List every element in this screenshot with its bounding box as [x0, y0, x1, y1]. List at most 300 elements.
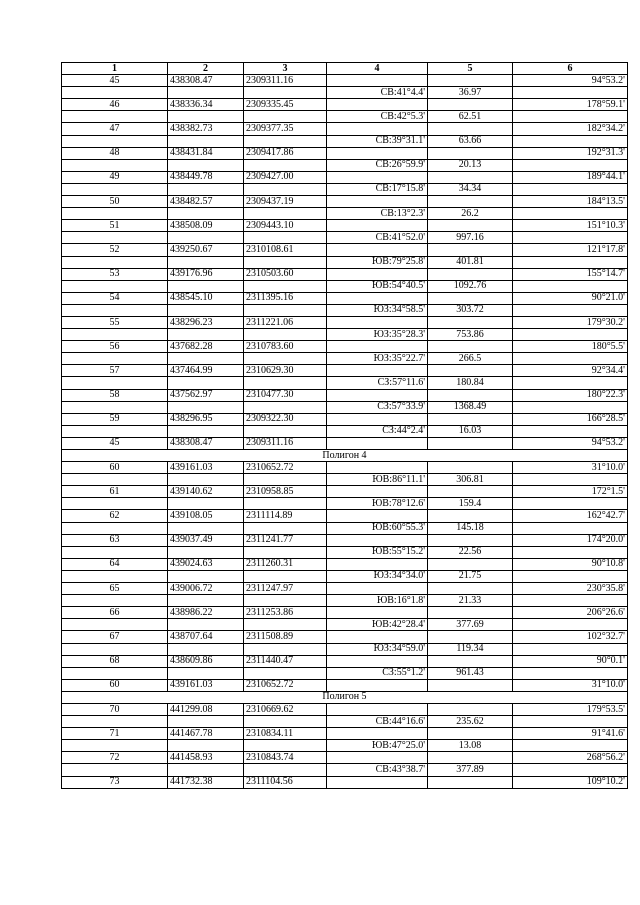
empty-cell: [513, 667, 628, 679]
x-coordinate: 441467.78: [168, 728, 244, 740]
y-coordinate: 2309335.45: [244, 99, 327, 111]
empty-cell: [327, 679, 428, 691]
segment-row: [62, 643, 628, 655]
empty-cell: [62, 425, 168, 437]
point-number: 70: [62, 703, 168, 715]
point-number: 72: [62, 752, 168, 764]
empty-cell: [62, 716, 168, 728]
x-coordinate: 439140.62: [168, 486, 244, 498]
y-coordinate: 2310108.61: [244, 244, 327, 256]
direction-angle: СЗ:57°11.6': [327, 377, 428, 389]
empty-cell: [244, 208, 327, 220]
inner-angle: 189°44.1': [513, 171, 628, 183]
point-row: [62, 268, 628, 280]
point-number: 73: [62, 776, 168, 788]
segment-row: [62, 377, 628, 389]
empty-cell: [244, 425, 327, 437]
segment-row: [62, 304, 628, 316]
empty-cell: [168, 280, 244, 292]
empty-cell: [513, 522, 628, 534]
direction-angle: ЮВ:16°1.8': [327, 595, 428, 607]
point-number: 55: [62, 316, 168, 328]
empty-cell: [244, 183, 327, 195]
x-coordinate: 439024.63: [168, 558, 244, 570]
segment-length: 16.03: [428, 425, 513, 437]
inner-angle: 230°35.8': [513, 583, 628, 595]
empty-cell: [168, 667, 244, 679]
empty-cell: [62, 208, 168, 220]
polygon-row: [62, 691, 628, 703]
empty-cell: [62, 256, 168, 268]
direction-angle: ЮВ:86°11.1': [327, 474, 428, 486]
empty-cell: [168, 401, 244, 413]
empty-cell: [62, 232, 168, 244]
segment-length: 63.66: [428, 135, 513, 147]
segment-row: [62, 546, 628, 558]
empty-cell: [244, 135, 327, 147]
header-row: [62, 63, 628, 75]
empty-cell: [327, 462, 428, 474]
segment-row: [62, 595, 628, 607]
point-number: 50: [62, 196, 168, 208]
empty-cell: [62, 329, 168, 341]
point-row: [62, 703, 628, 715]
empty-cell: [327, 99, 428, 111]
y-coordinate: 2311114.89: [244, 510, 327, 522]
point-number: 61: [62, 486, 168, 498]
y-coordinate: 2311508.89: [244, 631, 327, 643]
empty-cell: [513, 183, 628, 195]
point-number: 67: [62, 631, 168, 643]
empty-cell: [168, 474, 244, 486]
inner-angle: 174°20.0': [513, 534, 628, 546]
x-coordinate: 438508.09: [168, 220, 244, 232]
inner-angle: 90°0.1': [513, 655, 628, 667]
point-row: [62, 389, 628, 401]
y-coordinate: 2311395.16: [244, 292, 327, 304]
empty-cell: [513, 304, 628, 316]
empty-cell: [428, 462, 513, 474]
empty-cell: [62, 87, 168, 99]
inner-angle: 109°10.2': [513, 776, 628, 788]
point-number: 65: [62, 583, 168, 595]
empty-cell: [168, 570, 244, 582]
y-coordinate: 2310783.60: [244, 341, 327, 353]
point-number: 54: [62, 292, 168, 304]
segment-row: [62, 716, 628, 728]
point-number: 45: [62, 75, 168, 87]
y-coordinate: 2309311.16: [244, 437, 327, 449]
empty-cell: [244, 546, 327, 558]
point-number: 57: [62, 365, 168, 377]
point-number: 53: [62, 268, 168, 280]
empty-cell: [62, 183, 168, 195]
point-number: 64: [62, 558, 168, 570]
inner-angle: 94°53.2': [513, 75, 628, 87]
segment-row: [62, 353, 628, 365]
direction-angle: ЮВ:47°25.0': [327, 740, 428, 752]
segment-row: [62, 111, 628, 123]
x-coordinate: 439161.03: [168, 462, 244, 474]
direction-angle: СВ:39°31.1': [327, 135, 428, 147]
y-coordinate: 2311260.31: [244, 558, 327, 570]
segment-length: 1368.49: [428, 401, 513, 413]
point-row: [62, 583, 628, 595]
point-number: 48: [62, 147, 168, 159]
direction-angle: ЮВ:79°25.8': [327, 256, 428, 268]
inner-angle: 172°1.5': [513, 486, 628, 498]
y-coordinate: 2309311.16: [244, 75, 327, 87]
empty-cell: [513, 208, 628, 220]
empty-cell: [513, 546, 628, 558]
point-row: [62, 607, 628, 619]
direction-angle: ЮЗ:35°22.7': [327, 353, 428, 365]
empty-cell: [513, 425, 628, 437]
empty-cell: [513, 595, 628, 607]
empty-cell: [327, 316, 428, 328]
point-row: [62, 147, 628, 159]
point-row: [62, 123, 628, 135]
point-number: 45: [62, 437, 168, 449]
empty-cell: [244, 764, 327, 776]
point-row: [62, 413, 628, 425]
inner-angle: 184°13.5': [513, 196, 628, 208]
segment-row: [62, 522, 628, 534]
empty-cell: [513, 764, 628, 776]
segment-length: 21.75: [428, 570, 513, 582]
y-coordinate: 2311104.56: [244, 776, 327, 788]
direction-angle: ЮВ:55°15.2': [327, 546, 428, 558]
empty-cell: [513, 135, 628, 147]
empty-cell: [244, 570, 327, 582]
empty-cell: [168, 740, 244, 752]
empty-cell: [428, 244, 513, 256]
point-row: [62, 462, 628, 474]
direction-angle: ЮВ:54°40.5': [327, 280, 428, 292]
empty-cell: [513, 643, 628, 655]
direction-angle: СЗ:57°33.9': [327, 401, 428, 413]
direction-angle: СВ:42°5.3': [327, 111, 428, 123]
y-coordinate: 2309437.19: [244, 196, 327, 208]
segment-row: [62, 667, 628, 679]
x-coordinate: 439006.72: [168, 583, 244, 595]
x-coordinate: 438986.22: [168, 607, 244, 619]
empty-cell: [327, 147, 428, 159]
empty-cell: [244, 256, 327, 268]
segment-length: 377.89: [428, 764, 513, 776]
empty-cell: [244, 232, 327, 244]
empty-cell: [327, 341, 428, 353]
y-coordinate: 2310834.11: [244, 728, 327, 740]
empty-cell: [428, 728, 513, 740]
empty-cell: [327, 655, 428, 667]
empty-cell: [327, 123, 428, 135]
empty-cell: [168, 329, 244, 341]
direction-angle: СВ:43°38.7': [327, 764, 428, 776]
direction-angle: ЮЗ:35°28.3': [327, 329, 428, 341]
x-coordinate: 438609.86: [168, 655, 244, 667]
segment-length: 21.33: [428, 595, 513, 607]
empty-cell: [428, 534, 513, 546]
empty-cell: [428, 776, 513, 788]
x-coordinate: 438545.10: [168, 292, 244, 304]
point-number: 68: [62, 655, 168, 667]
empty-cell: [327, 583, 428, 595]
point-row: [62, 220, 628, 232]
header-col-5: 5: [428, 63, 513, 75]
segment-row: [62, 401, 628, 413]
segment-length: 1092.76: [428, 280, 513, 292]
segment-row: [62, 135, 628, 147]
empty-cell: [244, 595, 327, 607]
segment-length: 180.84: [428, 377, 513, 389]
empty-cell: [327, 728, 428, 740]
direction-angle: СЗ:44°2.4': [327, 425, 428, 437]
empty-cell: [62, 740, 168, 752]
empty-cell: [513, 159, 628, 171]
empty-cell: [168, 111, 244, 123]
segment-length: 401.81: [428, 256, 513, 268]
empty-cell: [428, 341, 513, 353]
empty-cell: [168, 595, 244, 607]
empty-cell: [168, 643, 244, 655]
empty-cell: [168, 716, 244, 728]
segment-length: 13.08: [428, 740, 513, 752]
y-coordinate: 2311241.77: [244, 534, 327, 546]
table-body: [62, 75, 628, 789]
empty-cell: [327, 776, 428, 788]
empty-cell: [428, 365, 513, 377]
x-coordinate: 438482.57: [168, 196, 244, 208]
x-coordinate: 439037.49: [168, 534, 244, 546]
y-coordinate: 2311221.06: [244, 316, 327, 328]
empty-cell: [327, 220, 428, 232]
header-col-1: 1: [62, 63, 168, 75]
x-coordinate: 438308.47: [168, 437, 244, 449]
y-coordinate: 2309377.35: [244, 123, 327, 135]
point-number: 71: [62, 728, 168, 740]
segment-row: [62, 764, 628, 776]
empty-cell: [168, 498, 244, 510]
point-number: 52: [62, 244, 168, 256]
inner-angle: 206°26.6': [513, 607, 628, 619]
y-coordinate: 2309417.86: [244, 147, 327, 159]
empty-cell: [327, 510, 428, 522]
segment-length: 235.62: [428, 716, 513, 728]
inner-angle: 155°14.7': [513, 268, 628, 280]
empty-cell: [168, 353, 244, 365]
header-col-2: 2: [168, 63, 244, 75]
empty-cell: [428, 486, 513, 498]
empty-cell: [244, 304, 327, 316]
direction-angle: СВ:44°16.6': [327, 716, 428, 728]
empty-cell: [327, 171, 428, 183]
inner-angle: 90°10.8': [513, 558, 628, 570]
direction-angle: ЮЗ:34°34.0': [327, 570, 428, 582]
empty-cell: [62, 159, 168, 171]
coordinates-table: [61, 62, 628, 789]
empty-cell: [428, 583, 513, 595]
empty-cell: [428, 655, 513, 667]
empty-cell: [168, 232, 244, 244]
empty-cell: [244, 667, 327, 679]
segment-row: [62, 425, 628, 437]
inner-angle: 31°10.0': [513, 462, 628, 474]
direction-angle: СВ:17°15.8': [327, 183, 428, 195]
y-coordinate: 2310669.62: [244, 703, 327, 715]
segment-length: 34.34: [428, 183, 513, 195]
direction-angle: СВ:41°4.4': [327, 87, 428, 99]
x-coordinate: 438431.84: [168, 147, 244, 159]
empty-cell: [513, 87, 628, 99]
empty-cell: [62, 111, 168, 123]
segment-length: 997.16: [428, 232, 513, 244]
inner-angle: 90°21.0': [513, 292, 628, 304]
empty-cell: [168, 522, 244, 534]
x-coordinate: 439250.67: [168, 244, 244, 256]
direction-angle: СВ:26°59.9': [327, 159, 428, 171]
y-coordinate: 2309443.10: [244, 220, 327, 232]
empty-cell: [244, 377, 327, 389]
direction-angle: СЗ:55°1.2': [327, 667, 428, 679]
empty-cell: [244, 159, 327, 171]
empty-cell: [327, 75, 428, 87]
point-row: [62, 171, 628, 183]
x-coordinate: 437562.97: [168, 389, 244, 401]
empty-cell: [244, 716, 327, 728]
empty-cell: [428, 196, 513, 208]
direction-angle: ЮЗ:34°58.5': [327, 304, 428, 316]
empty-cell: [62, 667, 168, 679]
inner-angle: 102°32.7': [513, 631, 628, 643]
inner-angle: 91°41.6': [513, 728, 628, 740]
empty-cell: [428, 147, 513, 159]
x-coordinate: 438449.78: [168, 171, 244, 183]
empty-cell: [428, 99, 513, 111]
direction-angle: ЮВ:42°28.4': [327, 619, 428, 631]
point-number: 63: [62, 534, 168, 546]
empty-cell: [428, 558, 513, 570]
empty-cell: [327, 413, 428, 425]
x-coordinate: 439176.96: [168, 268, 244, 280]
point-row: [62, 437, 628, 449]
point-row: [62, 728, 628, 740]
segment-length: 377.69: [428, 619, 513, 631]
x-coordinate: 441458.93: [168, 752, 244, 764]
point-row: [62, 558, 628, 570]
x-coordinate: 438296.95: [168, 413, 244, 425]
segment-length: 26.2: [428, 208, 513, 220]
empty-cell: [327, 607, 428, 619]
empty-cell: [513, 232, 628, 244]
point-number: 49: [62, 171, 168, 183]
empty-cell: [428, 752, 513, 764]
point-row: [62, 292, 628, 304]
y-coordinate: 2309427.00: [244, 171, 327, 183]
empty-cell: [244, 401, 327, 413]
empty-cell: [168, 764, 244, 776]
header-col-4: 4: [327, 63, 428, 75]
empty-cell: [327, 196, 428, 208]
empty-cell: [62, 401, 168, 413]
empty-cell: [244, 280, 327, 292]
empty-cell: [62, 522, 168, 534]
empty-cell: [62, 304, 168, 316]
empty-cell: [244, 87, 327, 99]
empty-cell: [168, 619, 244, 631]
segment-length: 36.97: [428, 87, 513, 99]
empty-cell: [513, 401, 628, 413]
empty-cell: [327, 752, 428, 764]
x-coordinate: 438296.23: [168, 316, 244, 328]
empty-cell: [168, 425, 244, 437]
y-coordinate: 2311253.86: [244, 607, 327, 619]
direction-angle: СВ:41°52.0': [327, 232, 428, 244]
empty-cell: [513, 716, 628, 728]
y-coordinate: 2310477.30: [244, 389, 327, 401]
point-row: [62, 244, 628, 256]
x-coordinate: 438382.73: [168, 123, 244, 135]
empty-cell: [513, 474, 628, 486]
empty-cell: [168, 256, 244, 268]
direction-angle: ЮВ:78°12.6': [327, 498, 428, 510]
point-row: [62, 510, 628, 522]
empty-cell: [168, 135, 244, 147]
empty-cell: [428, 703, 513, 715]
empty-cell: [62, 595, 168, 607]
empty-cell: [327, 534, 428, 546]
segment-row: [62, 232, 628, 244]
segment-row: [62, 498, 628, 510]
polygon-title: Полигон 4: [62, 450, 628, 462]
y-coordinate: 2310652.72: [244, 679, 327, 691]
x-coordinate: 439161.03: [168, 679, 244, 691]
point-row: [62, 196, 628, 208]
point-row: [62, 752, 628, 764]
empty-cell: [168, 377, 244, 389]
empty-cell: [513, 329, 628, 341]
direction-angle: ЮЗ:34°59.0': [327, 643, 428, 655]
point-number: 58: [62, 389, 168, 401]
segment-row: [62, 208, 628, 220]
empty-cell: [428, 75, 513, 87]
empty-cell: [168, 87, 244, 99]
point-row: [62, 75, 628, 87]
x-coordinate: 441732.38: [168, 776, 244, 788]
inner-angle: 182°34.2': [513, 123, 628, 135]
segment-length: 22.56: [428, 546, 513, 558]
header-col-3: 3: [244, 63, 327, 75]
inner-angle: 179°53.5': [513, 703, 628, 715]
empty-cell: [428, 268, 513, 280]
empty-cell: [327, 244, 428, 256]
empty-cell: [168, 183, 244, 195]
y-coordinate: 2310843.74: [244, 752, 327, 764]
empty-cell: [244, 474, 327, 486]
x-coordinate: 437464.99: [168, 365, 244, 377]
empty-cell: [168, 208, 244, 220]
empty-cell: [327, 389, 428, 401]
empty-cell: [428, 316, 513, 328]
x-coordinate: 438707.64: [168, 631, 244, 643]
point-number: 62: [62, 510, 168, 522]
empty-cell: [244, 619, 327, 631]
point-row: [62, 365, 628, 377]
empty-cell: [428, 123, 513, 135]
segment-row: [62, 87, 628, 99]
direction-angle: ЮВ:60°55.3': [327, 522, 428, 534]
point-row: [62, 534, 628, 546]
